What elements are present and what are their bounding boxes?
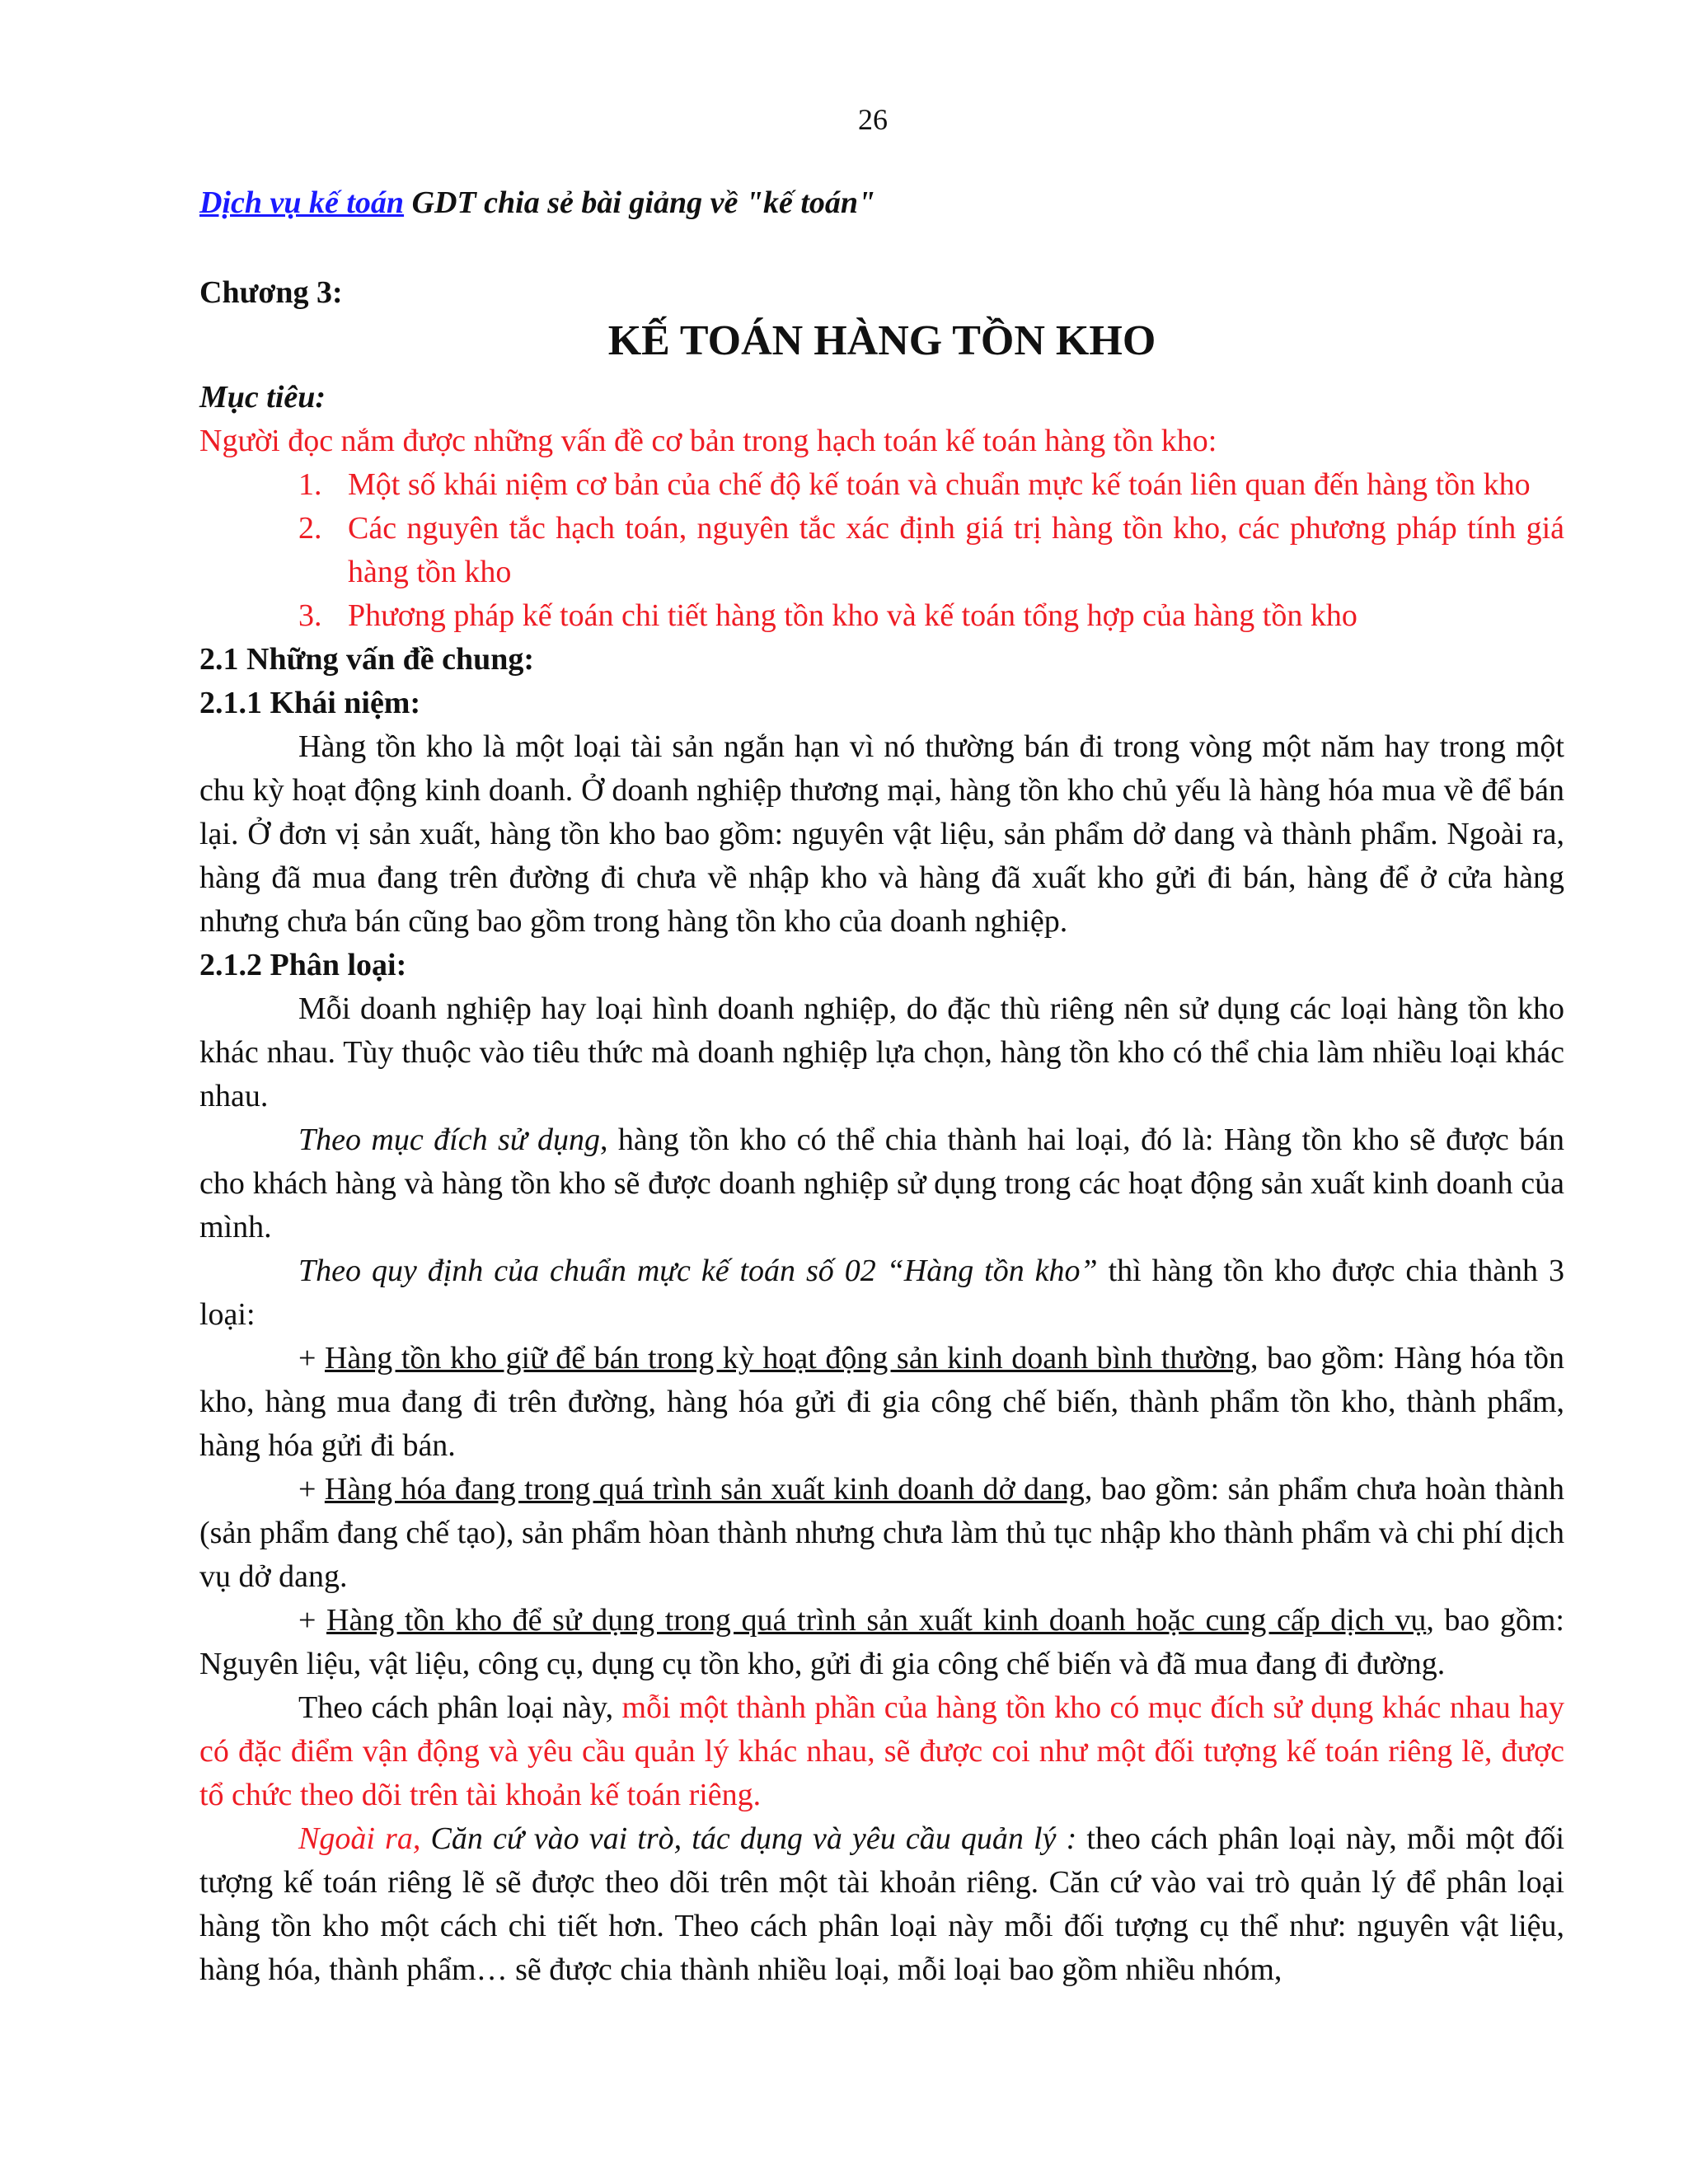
standard-reference-phrase: Theo quy định của chuẩn mực kế toán số 02 “Hàng tồn kho” [298,1254,1098,1288]
objective-number: 3. [298,598,322,633]
highlighted-text: mỗi một thành phần của hàng tồn kho có mục đích sử dụng khác nhau hay có đặc điểm vận động và yêu cầu quản lý khác nhau, sẽ được coi như một đối tượng kế toán riêng lẽ, được tổ chức theo dõi trên tài khoản kế toán riêng. [199,1690,1564,1812]
bullet-prefix: + [298,1603,327,1638]
objective-item [298,594,1564,638]
objectives-heading: Mục tiêu: [199,380,326,415]
objective-item [298,463,1564,507]
chapter-label: Chương 3: [199,275,343,310]
highlighted-lead: Ngoài ra, [298,1821,421,1856]
paragraph-text: Theo cách phân loại này, [298,1690,622,1725]
category-name: Hàng tồn kho giữ để bán trong kỳ hoạt động sản kinh doanh bình thường [324,1341,1250,1376]
category-description: , bao gồm: Hàng hóa tồn kho, hàng mua đang đi trên đường, hàng hóa gửi đi gia công chế biến, thành phẩm tồn kho, thành phẩm, hàng hóa gửi đi bán. [199,1341,1564,1463]
bullet-prefix: + [298,1472,325,1507]
classification-paragraph-3 [199,1249,1564,1337]
classification-paragraph-2 [199,1118,1564,1249]
category-description: , bao gồm: sản phẩm chưa hoàn thành (sản phẩm đang chế tạo), sản phẩm hòan thành nhưng chưa làm thủ tục nhập kho thành phẩm và chi phí dịch vụ dở dang. [199,1472,1564,1594]
section-2-1-2-heading: 2.1.2 Phân loại: [199,948,407,982]
objective-text: Phương pháp kế toán chi tiết hàng tồn kho và kế toán tổng hợp của hàng tồn kho [348,598,1357,633]
paragraph-text: , hàng tồn kho có thể chia thành hai loại, đó là: Hàng tồn kho sẽ được bán cho khách hàng và hàng tồn kho sẽ được doanh nghiệp sử dụng trong các hoạt động sản xuất kinh doanh của mình. [199,1122,1564,1244]
objectives-intro: Người đọc nắm được những vấn đề cơ bản trong hạch toán kế toán hàng tồn kho: [199,424,1217,458]
objective-item [298,507,1564,594]
header-rest: GDT chia sẻ bài giảng về "kế toán" [404,185,876,220]
category-name: Hàng tồn kho để sử dụng trong quá trình sản xuất kinh doanh hoặc cung cấp dịch vụ [326,1603,1427,1638]
section-2-1-1-heading: 2.1.1 Khái niệm: [199,686,421,720]
paragraph-text: thì hàng tồn kho được chia thành 3 loại: [199,1254,1564,1332]
classification-paragraph-1: Mỗi doanh nghiệp hay loại hình doanh nghiệp, do đặc thù riêng nên sử dụng các loại hàng tồn kho khác nhau. Tùy thuộc vào tiêu thức mà doanh nghiệp lựa chọn, hàng tồn kho có thể chia làm nhiều loại khác nhau. [199,991,1564,1113]
objective-text: Các nguyên tắc hạch toán, nguyên tắc xác định giá trị hàng tồn kho, các phương pháp tính giá hàng tồn kho [348,511,1564,589]
header-line [199,185,875,221]
chapter-title: KẾ TOÁN HÀNG TỒN KHO [607,317,1156,364]
section-2-1-heading: 2.1 Những vấn đề chung: [199,642,535,677]
objectives-list [199,463,1564,638]
usage-purpose-phrase: Theo mục đích sử dụng [298,1122,600,1157]
paragraph-text: theo cách phân loại này, mỗi một đối tượng kế toán riêng lẽ sẽ được theo dõi trên một tài khoản riêng. Căn cứ vào vai trò quản lý để phân loại hàng tồn kho một cách chi tiết hơn. Theo cách phân loại này mỗi đối tượng cụ thể như: nguyên vật liệu, hàng hóa, thành phẩm… sẽ được chia thành nhiều loại, mỗi loại bao gồm nhiều nhóm, [199,1821,1564,1987]
category-item-3 [199,1599,1564,1686]
category-description: , bao gồm: Nguyên liệu, vật liệu, công cụ, dụng cụ tồn kho, gửi đi gia công chế biến và đã mua đang đi đường. [199,1603,1564,1681]
concept-paragraph: Hàng tồn kho là một loại tài sản ngắn hạn vì nó thường bán đi trong vòng một năm hay trong một chu kỳ hoạt động kinh doanh. Ở doanh nghiệp thương mại, hàng tồn kho chủ yếu là hàng hóa mua về để bán lại. Ở đơn vị sản xuất, hàng tồn kho bao gồm: nguyên vật liệu, sản phẩm dở dang và thành phẩm. Ngoài ra, hàng đã mua đang trên đường đi chưa về nhập kho và hàng đã xuất kho gửi đi bán, hàng để ở cửa hàng nhưng chưa bán cũng bao gồm trong hàng tồn kho của doanh nghiệp. [199,729,1564,939]
classification-paragraph-4 [199,1686,1564,1817]
category-item-2 [199,1468,1564,1599]
bullet-prefix: + [298,1341,325,1376]
criteria-phrase: Căn cứ vào vai trò, tác dụng và yêu cầu quản lý : [420,1821,1077,1856]
page-number: 26 [858,103,888,136]
category-item-1 [199,1337,1564,1468]
service-link[interactable]: Dịch vụ kế toán [199,185,405,220]
objective-text: Một số khái niệm cơ bản của chế độ kế toán và chuẩn mực kế toán liên quan đến hàng tồn kho [348,467,1531,502]
main-content [199,376,1564,1992]
objective-number: 2. [298,511,322,546]
category-name: Hàng hóa đang trong quá trình sản xuất kinh doanh dở dang [324,1472,1085,1507]
classification-paragraph-5 [199,1817,1564,1992]
objective-number: 1. [298,467,322,502]
